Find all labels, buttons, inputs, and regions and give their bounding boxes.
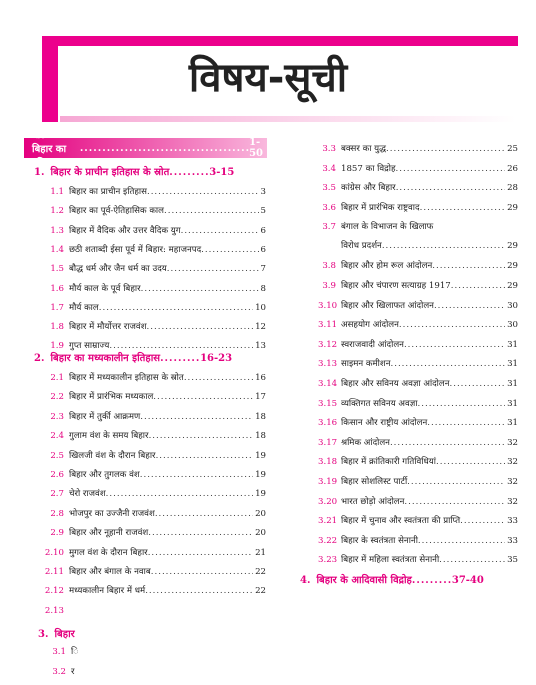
leader-dots xyxy=(99,302,253,314)
entry-page: 20 xyxy=(255,528,266,539)
leader-dots xyxy=(404,496,505,508)
toc-entry[interactable] xyxy=(44,486,266,500)
section-number: 1. xyxy=(34,167,45,178)
toc-entry[interactable] xyxy=(44,564,266,578)
entry-number: 3.7 xyxy=(322,222,336,233)
entry-title: बिहार और चंपारण सत्याग्रह 1917 xyxy=(341,281,451,291)
leader-dots xyxy=(386,143,505,155)
leader-dots xyxy=(420,202,505,214)
title-frame-top-bar xyxy=(42,36,518,46)
toc-entry-continuation[interactable] xyxy=(341,238,518,252)
entry-page: 25 xyxy=(507,144,518,154)
entry-page: 20 xyxy=(255,508,266,519)
toc-entry[interactable] xyxy=(50,664,150,678)
leader-dots xyxy=(151,566,253,578)
entry-number: 2.12 xyxy=(44,586,64,597)
entry-number: 1.1 xyxy=(50,187,64,197)
entry-title: बिहार सोशलिस्ट पार्टी xyxy=(341,477,408,487)
entry-page: 13 xyxy=(255,341,266,352)
toc-entry[interactable] xyxy=(48,223,266,237)
entry-number: 3.21 xyxy=(318,516,338,527)
leader-dots xyxy=(396,163,506,175)
leader-dots xyxy=(390,437,505,449)
leader-dots xyxy=(451,280,505,292)
leader-dots xyxy=(390,358,505,370)
toc-entry[interactable] xyxy=(318,219,518,233)
entry-title: बिहार में तुर्की आक्रमण xyxy=(69,411,141,422)
section-pages: 16-23 xyxy=(200,353,233,364)
toc-entry[interactable] xyxy=(44,409,266,423)
leader-dots xyxy=(145,585,253,597)
entry-page: 6 xyxy=(260,225,266,236)
entry-number: 1.6 xyxy=(50,283,64,294)
leader-dots xyxy=(382,240,505,252)
leader-dots xyxy=(80,143,249,154)
section-title: बिहार के प्राचीन इतिहास के स्रोत xyxy=(50,167,170,178)
entry-page: 19 xyxy=(255,470,266,480)
entry-number: 1.5 xyxy=(50,264,64,275)
toc-entry[interactable] xyxy=(318,513,518,527)
toc-entry[interactable] xyxy=(318,396,518,410)
entry-page: 3 xyxy=(260,187,266,197)
entry-page: 19 xyxy=(255,489,266,500)
entry-page: 17 xyxy=(255,392,266,403)
toc-entry[interactable] xyxy=(318,200,518,214)
entry-title: बिहार के स्वतंत्रता सेनानी xyxy=(341,535,418,546)
section-title: बिहार के आदिवासी विद्रोह xyxy=(316,575,412,586)
entry-title: साइमन कमीशन xyxy=(341,359,391,370)
entry-number: 2.9 xyxy=(50,528,64,539)
entry-title: बंगाल के विभाजन के खिलाफ xyxy=(341,222,434,233)
entry-title: बिहार में चुनाव और स्वतंत्रता की प्राप्ति xyxy=(341,516,461,527)
toc-entry[interactable] xyxy=(44,525,266,539)
toc-entry[interactable] xyxy=(318,435,518,449)
entry-number: 3.11 xyxy=(318,320,338,331)
entry-number: 2.10 xyxy=(44,547,64,558)
leader-dots xyxy=(439,554,505,566)
toc-entry[interactable] xyxy=(48,184,266,198)
toc-entry[interactable] xyxy=(44,389,266,403)
entry-title: मुगल वंश के दौरान बिहार xyxy=(69,547,148,558)
entry-title: 1857 का विद्रोह xyxy=(341,163,396,174)
entry-title: बिहार में प्रारंभिक राष्ट्रवाद xyxy=(341,202,420,213)
entry-title: बिहार का प्राचीन इतिहास xyxy=(69,187,147,197)
entry-title: असहयोग आंदोलन xyxy=(341,320,399,331)
entry-title: बक्सर का युद्ध xyxy=(341,144,387,154)
entry-page: 10 xyxy=(255,302,266,313)
entry-number: 3.13 xyxy=(318,359,338,370)
leader-dots xyxy=(149,430,254,442)
leader-dots xyxy=(164,205,259,217)
toc-entry[interactable] xyxy=(44,448,266,462)
entry-page: 31 xyxy=(507,379,518,389)
entry-title: बिहार में प्रारंभिक मध्यकाल xyxy=(69,392,154,403)
entry-number: 3.8 xyxy=(322,261,336,272)
leader-dots xyxy=(148,527,253,539)
entry-page: 29 xyxy=(507,241,518,252)
toc-entry[interactable] xyxy=(318,474,518,488)
toc-entry[interactable] xyxy=(318,356,518,370)
entry-page: 31 xyxy=(507,398,518,409)
leader-dots xyxy=(167,263,259,275)
leader-dots xyxy=(418,398,506,410)
toc-entry[interactable] xyxy=(48,261,266,275)
entry-number: 2.7 xyxy=(50,489,64,500)
entry-title: ि xyxy=(71,647,79,657)
toc-entry[interactable] xyxy=(318,552,518,566)
entry-number: 3.12 xyxy=(318,339,338,350)
toc-entry[interactable] xyxy=(44,545,266,559)
entry-number: 3.22 xyxy=(318,535,338,546)
part-banner[interactable] xyxy=(24,130,267,169)
entry-number: 1.3 xyxy=(50,225,64,236)
toc-entry[interactable] xyxy=(44,583,266,597)
leader-dots xyxy=(141,283,259,295)
entry-number: 1.2 xyxy=(50,206,64,217)
toc-entry[interactable] xyxy=(318,161,518,175)
entry-number: 2.2 xyxy=(50,392,64,403)
toc-entry[interactable] xyxy=(50,644,150,658)
part-banner-label: खंड-I: बिहार का इतिहास xyxy=(32,130,67,169)
entry-title-line2: विरोध प्रदर्शन xyxy=(341,241,382,252)
entry-title: र xyxy=(71,667,75,677)
entry-number: 3.4 xyxy=(322,163,336,174)
leader-dots xyxy=(140,411,253,423)
leader-dots xyxy=(418,535,505,547)
entry-number: 2.1 xyxy=(50,373,64,383)
entry-page: 32 xyxy=(507,496,518,507)
entry-title: स्वराजवादी आंदोलन xyxy=(341,339,404,350)
entry-title: व्यक्तिगत सविनय अवज्ञा xyxy=(341,398,418,409)
entry-number: 2.4 xyxy=(50,431,64,442)
entry-title: छठी शताब्दी ईसा पूर्व में बिहार: महाजनपद xyxy=(69,244,202,255)
entry-page: 32 xyxy=(507,457,518,468)
entry-page: 22 xyxy=(255,586,266,597)
entry-title: गुलाम वंश के समय बिहार xyxy=(69,431,149,442)
entry-page: 6 xyxy=(260,244,266,255)
leader-dots xyxy=(460,515,505,527)
entry-page: 18 xyxy=(255,431,266,442)
leader-dots xyxy=(160,353,200,364)
entry-page: 29 xyxy=(507,202,518,213)
entry-number: 1.8 xyxy=(50,322,64,333)
entry-title: चेरो राजवंश xyxy=(69,489,106,500)
section-number: 3. xyxy=(38,629,49,640)
section-pages: 3-15 xyxy=(209,167,235,178)
toc-entry[interactable] xyxy=(48,281,266,295)
section-title: बिहार xyxy=(54,629,75,640)
entry-number: 3.2 xyxy=(52,667,66,677)
toc-entry[interactable] xyxy=(44,370,266,384)
entry-page: 19 xyxy=(255,450,266,461)
entry-title: बिहार और तुगलक वंश xyxy=(69,470,140,480)
entry-number: 3.23 xyxy=(318,555,338,566)
entry-title: बिहार और सविनय अवज्ञा आंदोलन xyxy=(341,379,450,389)
entry-page: 31 xyxy=(507,359,518,370)
entry-title: गुप्त साम्राज्य xyxy=(69,341,110,352)
entry-title: बिहार में मध्यकालीन इतिहास के स्रोत xyxy=(69,373,184,383)
entry-title: बौद्ध धर्म और जैन धर्म का उदय xyxy=(69,264,167,275)
entry-title: बिहार में क्रांतिकारी गतिविधियां xyxy=(341,457,436,468)
toc-entry[interactable] xyxy=(318,415,518,429)
section-title: बिहार का मध्यकालीन इतिहास xyxy=(50,353,161,364)
toc-entry[interactable] xyxy=(48,242,266,256)
toc-entry[interactable] xyxy=(318,180,518,194)
entry-title: भोजपुर का उज्जैनी राजवंश xyxy=(69,508,155,519)
toc-entry[interactable] xyxy=(48,319,266,333)
entry-page: 30 xyxy=(507,320,518,331)
entry-title: भारत छोड़ो आंदोलन xyxy=(341,496,405,507)
entry-title: मौर्य काल xyxy=(69,302,99,313)
entry-number: 2.6 xyxy=(50,470,64,480)
entry-number: 3.17 xyxy=(318,437,338,448)
toc-entry[interactable] xyxy=(318,258,518,272)
entry-number: 2.5 xyxy=(50,450,64,461)
leader-dots xyxy=(147,186,259,198)
toc-entry[interactable] xyxy=(318,317,518,331)
leader-dots xyxy=(140,469,253,481)
entry-page: 29 xyxy=(507,281,518,291)
entry-title: श्रमिक आंदोलन xyxy=(341,437,390,448)
entry-number: 1.7 xyxy=(50,302,64,313)
entry-page: 7 xyxy=(260,264,266,275)
leader-dots xyxy=(155,508,253,520)
toc-entry[interactable] xyxy=(44,467,266,481)
entry-title: बिहार और बंगाल के नवाब xyxy=(69,567,151,577)
entry-number: 3.6 xyxy=(322,202,336,213)
section-heading[interactable] xyxy=(34,162,234,178)
title-underline-shadow xyxy=(60,116,516,122)
leader-dots xyxy=(106,488,253,500)
entry-number: 3.5 xyxy=(322,183,336,194)
entry-title: बिहार में वैदिक और उत्तर वैदिक युग xyxy=(69,225,181,236)
leader-dots xyxy=(396,182,505,194)
entry-number: 2.3 xyxy=(50,411,64,422)
entry-title: मौर्य काल के पूर्व बिहार xyxy=(69,283,141,294)
entry-page: 32 xyxy=(507,477,518,487)
entry-page: 12 xyxy=(255,322,266,333)
toc-entry[interactable] xyxy=(48,338,266,352)
section-number: 4. xyxy=(300,575,311,586)
entry-page: 33 xyxy=(507,516,518,527)
entry-page: 33 xyxy=(507,535,518,546)
leader-dots xyxy=(181,225,259,237)
leader-dots xyxy=(436,456,505,468)
entry-number: 1.4 xyxy=(50,244,64,255)
section-heading[interactable] xyxy=(300,570,484,586)
toc-entry[interactable] xyxy=(318,376,518,390)
toc-entry[interactable] xyxy=(318,337,518,351)
leader-dots xyxy=(412,575,452,586)
toc-entry[interactable] xyxy=(48,300,266,314)
toc-entry[interactable] xyxy=(318,278,518,292)
entry-page: 26 xyxy=(507,163,518,174)
leader-dots xyxy=(427,417,505,429)
entry-number: 1.9 xyxy=(50,341,64,352)
entry-number: 3.3 xyxy=(322,144,336,154)
entry-title: बिहार का पूर्व-ऐतिहासिक काल xyxy=(69,206,164,217)
entry-page: 31 xyxy=(507,418,518,429)
entry-title: कांग्रेस और बिहार xyxy=(341,183,396,194)
section-heading[interactable] xyxy=(38,624,75,640)
toc-entry[interactable] xyxy=(44,506,266,520)
entry-page: 32 xyxy=(507,437,518,448)
entry-title: बिहार में मौर्योत्तर राजवंश xyxy=(69,322,147,333)
section-pages: 37-40 xyxy=(451,575,484,586)
entry-page: 29 xyxy=(507,261,518,272)
entry-title: खिलजी वंश के दौरान बिहार xyxy=(69,450,156,461)
entry-page: 31 xyxy=(507,339,518,350)
toc-entry[interactable] xyxy=(48,203,266,217)
entry-page: 5 xyxy=(260,206,266,217)
toc-entry[interactable] xyxy=(318,494,518,508)
toc-entry[interactable] xyxy=(318,533,518,547)
entry-page: 30 xyxy=(507,300,518,311)
leader-dots xyxy=(432,260,505,272)
entry-number: 2.8 xyxy=(50,508,64,519)
entry-number: 3.10 xyxy=(318,300,338,311)
leader-dots xyxy=(169,167,209,178)
entry-number: 2.11 xyxy=(44,567,64,577)
leader-dots xyxy=(407,476,505,488)
entry-number: 3.14 xyxy=(318,379,338,389)
leader-dots xyxy=(434,300,505,312)
entry-number: 3.15 xyxy=(318,398,338,409)
entry-number: 3.1 xyxy=(52,647,66,657)
entry-page: 22 xyxy=(255,567,266,577)
entry-page: 16 xyxy=(255,373,266,383)
entry-title: किसान और राष्ट्रीय आंदोलन xyxy=(341,418,428,429)
leader-dots xyxy=(156,450,253,462)
entry-number: 3.9 xyxy=(322,281,336,291)
leader-dots xyxy=(404,339,505,351)
toc-entry[interactable] xyxy=(44,428,266,442)
entry-title: मध्यकालीन बिहार में धर्म xyxy=(69,586,146,597)
entry-page: 8 xyxy=(260,283,266,294)
toc-entry[interactable] xyxy=(44,603,266,617)
leader-dots xyxy=(399,319,505,331)
toc-entry[interactable] xyxy=(318,298,518,312)
toc-entry[interactable] xyxy=(318,141,518,155)
entry-number: 3.16 xyxy=(318,418,338,429)
entry-page: 18 xyxy=(255,411,266,422)
leader-dots xyxy=(201,244,258,256)
entry-page: 35 xyxy=(507,555,518,566)
page-title: विषय-सूची xyxy=(188,55,348,101)
leader-dots xyxy=(153,391,253,403)
entry-page: 21 xyxy=(255,547,266,558)
toc-entry[interactable] xyxy=(318,454,518,468)
leader-dots xyxy=(184,372,253,384)
part-banner-pages: 1-50 xyxy=(249,137,263,159)
entry-number: 2.13 xyxy=(44,605,64,616)
leader-dots xyxy=(148,547,253,559)
leader-dots xyxy=(449,378,505,390)
entry-title: बिहार और होम रूल आंदोलन xyxy=(341,261,433,272)
section-number: 2. xyxy=(34,353,45,364)
entry-number: 3.20 xyxy=(318,496,338,507)
entry-title: बिहार और खिलाफत आंदोलन xyxy=(341,300,434,311)
entry-number: 3.19 xyxy=(318,477,338,487)
entry-title: बिहार में महिला स्वतंत्रता सेनानी xyxy=(341,555,440,566)
entry-number: 3.18 xyxy=(318,457,338,468)
leader-dots xyxy=(147,321,254,333)
entry-title: बिहार और नूहानी राजवंश xyxy=(69,528,149,539)
leader-dots xyxy=(109,340,253,352)
entry-page: 28 xyxy=(507,183,518,194)
